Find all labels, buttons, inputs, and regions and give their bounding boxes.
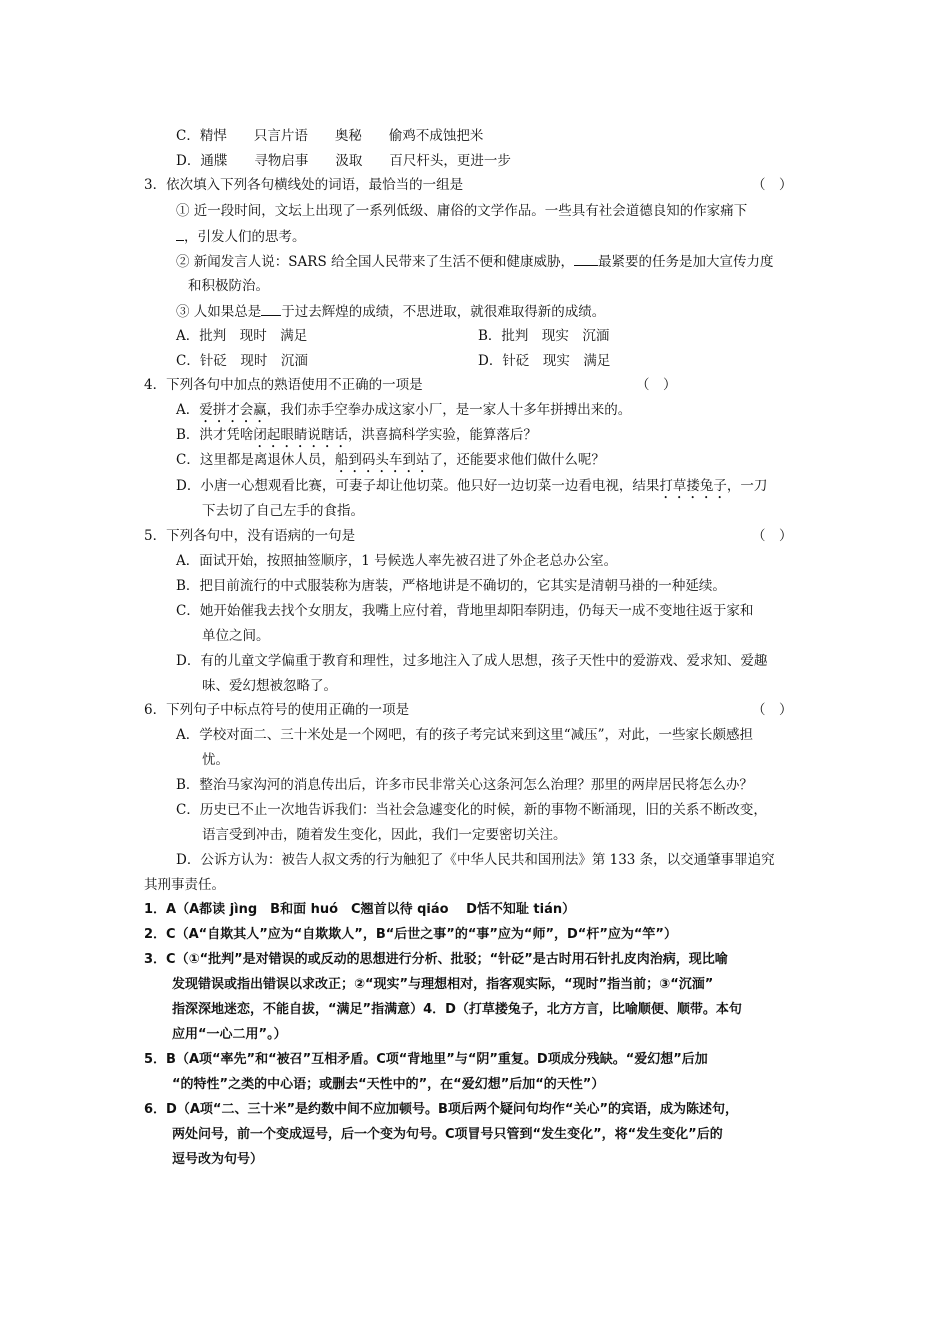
q4-answer-paren: （ ） bbox=[636, 377, 677, 393]
q3-option-c: C．针砭 现时 沉湎 bbox=[176, 353, 308, 369]
q5-option-a: A．面试开始，按照抽签顺序，1 号候选人率先被召进了外企老总办公室。 bbox=[176, 553, 618, 569]
q5-option-d: D．有的儿童文学偏重于教育和理性，过多地注入了成人思想，孩子天性中的爱游戏、爱求知、爱趣 bbox=[176, 653, 768, 669]
q5-option-c-cont: 单位之间。 bbox=[202, 628, 270, 644]
q6-answer-paren: （ ） bbox=[752, 702, 793, 718]
q6-option-a-cont: 忧。 bbox=[202, 752, 229, 768]
answer-1: 1．A（A都读 jìng B和面 huó C翘首以待 qiáo D恬不知耻 tián） bbox=[144, 902, 576, 917]
q5-stem: 5．下列各句中，没有语病的一句是 bbox=[144, 528, 356, 544]
q4-stem: 4．下列各句中加点的熟语使用不正确的一项是 bbox=[144, 377, 423, 393]
q3-answer-paren: （ ） bbox=[752, 177, 793, 193]
q3-sentence-1: ① 近一段时间，文坛上出现了一系列低级、庸俗的文学作品。一些具有社会道德良知的作家痛下 bbox=[176, 203, 748, 219]
q5-option-d-cont: 味、爱幻想被忽略了。 bbox=[202, 678, 337, 694]
answer-6-cont-2: 逗号改为句号） bbox=[172, 1152, 264, 1167]
answer-5-cont: “的特性”之类的中心语；或删去“天性中的”，在“爱幻想”后加“的天性”） bbox=[172, 1077, 605, 1092]
q3-sentence-3: ③ 人如果总是 于过去辉煌的成绩，不思进取，就很难取得新的成绩。 bbox=[176, 301, 605, 322]
q5-option-b: B．把目前流行的中式服装称为唐装，严格地讲是不确切的，它其实是清朝马褂的一种延续。 bbox=[176, 578, 726, 594]
q3-sentence-1-cont: ，引发人们的思考。 bbox=[176, 226, 306, 247]
q3-option-d: D．针砭 现实 满足 bbox=[478, 353, 611, 369]
q6-stem: 6．下列句子中标点符号的使用正确的一项是 bbox=[144, 702, 410, 718]
answer-3-cont-2: 指深深地迷恋，不能自拔，“满足”指满意）4．D（打草搂兔子，北方方言，比喻顺便、顺带。本句 bbox=[172, 1002, 742, 1017]
q3-option-a: A．批判 现时 满足 bbox=[176, 328, 308, 344]
q6-option-d-cont: 其刑事责任。 bbox=[144, 877, 225, 893]
q5-option-c: C．她开始催我去找个女朋友，我嘴上应付着，背地里却阳奉阴违，仍每天一成不变地往返于家和 bbox=[176, 603, 754, 619]
answer-2: 2．C（A“自欺其人”应为“自欺欺人”，B“后世之事”的“事”应为“师”，D“杆”应为“竿”） bbox=[144, 927, 677, 942]
q4-option-b: B．洪才凭啥闭起眼睛说瞎话，洪喜搞科学实验，能算落后？ bbox=[176, 427, 537, 443]
answer-3-cont-3: 应用“一心二用”。） bbox=[172, 1027, 287, 1042]
q5-answer-paren: （ ） bbox=[752, 528, 793, 544]
q3-sentence-2-cont: 和积极防治。 bbox=[188, 278, 269, 294]
q6-option-d: D．公诉方认为：被告人叔文秀的行为触犯了《中华人民共和国刑法》第 133 条，以交通肇事罪追究 bbox=[176, 852, 775, 868]
q2-option-c: C．精悍 只言片语 奥秘 偷鸡不成蚀把米 bbox=[176, 128, 484, 144]
answer-3-cont-1: 发现错误或指出错误以求改正；②“现实”与理想相对，指客观实际，“现时”指当前；③“沉湎” bbox=[172, 977, 714, 992]
q6-option-c-cont: 语言受到冲击，随着发生变化，因此，我们一定要密切关注。 bbox=[202, 827, 567, 843]
answer-6: 6．D（A项“二、三十米”是约数中间不应加顿号。B项后两个疑问句均作“关心”的宾语，成为陈述句， bbox=[144, 1102, 738, 1117]
q3-stem: 3．依次填入下列各句横线处的词语，最恰当的一组是 bbox=[144, 177, 464, 193]
q3-sentence-2: ② 新闻发言人说：SARS 给全国人民带来了生活不便和健康威胁， 最紧要的任务是加大宣传力度 bbox=[176, 251, 774, 272]
q6-option-c: C．历史已不止一次地告诉我们：当社会急遽变化的时候，新的事物不断涌现，旧的关系不断改变， bbox=[176, 802, 767, 818]
q4-option-c: C．这里都是离退休人员，船到码头车到站了，还能要求他们做什么呢？ bbox=[176, 452, 605, 468]
q6-option-a: A．学校对面二、三十米处是一个网吧，有的孩子考完试来到这里“减压”，对此，一些家长颇感担 bbox=[176, 727, 754, 743]
q2-option-d: D．通牒 寻物启事 汲取 百尺杆头，更进一步 bbox=[176, 153, 511, 169]
answer-5: 5．B（A项“率先”和“被召”互相矛盾。C项“背地里”与“阴”重复。D项成分残缺。“爱幻想”后加 bbox=[144, 1052, 708, 1067]
answer-6-cont-1: 两处问号，前一个变成逗号，后一个变为句号。C项冒号只管到“发生变化”，将“发生变化”后的 bbox=[172, 1127, 723, 1142]
answer-3: 3．C（①“批判”是对错误的或反动的思想进行分析、批驳；“针砭”是古时用石针扎皮肉治病，现比喻 bbox=[144, 952, 728, 967]
q4-option-d-cont: 下去切了自己左手的食指。 bbox=[202, 503, 364, 519]
q4-option-a: A．爱拼才会赢，我们赤手空拳办成这家小厂，是一家人十多年拼搏出来的。 bbox=[176, 402, 632, 418]
q6-option-b: B．整治马家沟河的消息传出后，许多市民非常关心这条河怎么治理？那里的两岸居民将怎么办？ bbox=[176, 777, 753, 793]
q3-option-b: B．批判 现实 沉湎 bbox=[478, 328, 610, 344]
q4-option-d: D．小唐一心想观看比赛，可妻子却让他切菜。他只好一边切菜一边看电视，结果打草搂兔子，一刀 bbox=[176, 478, 768, 494]
